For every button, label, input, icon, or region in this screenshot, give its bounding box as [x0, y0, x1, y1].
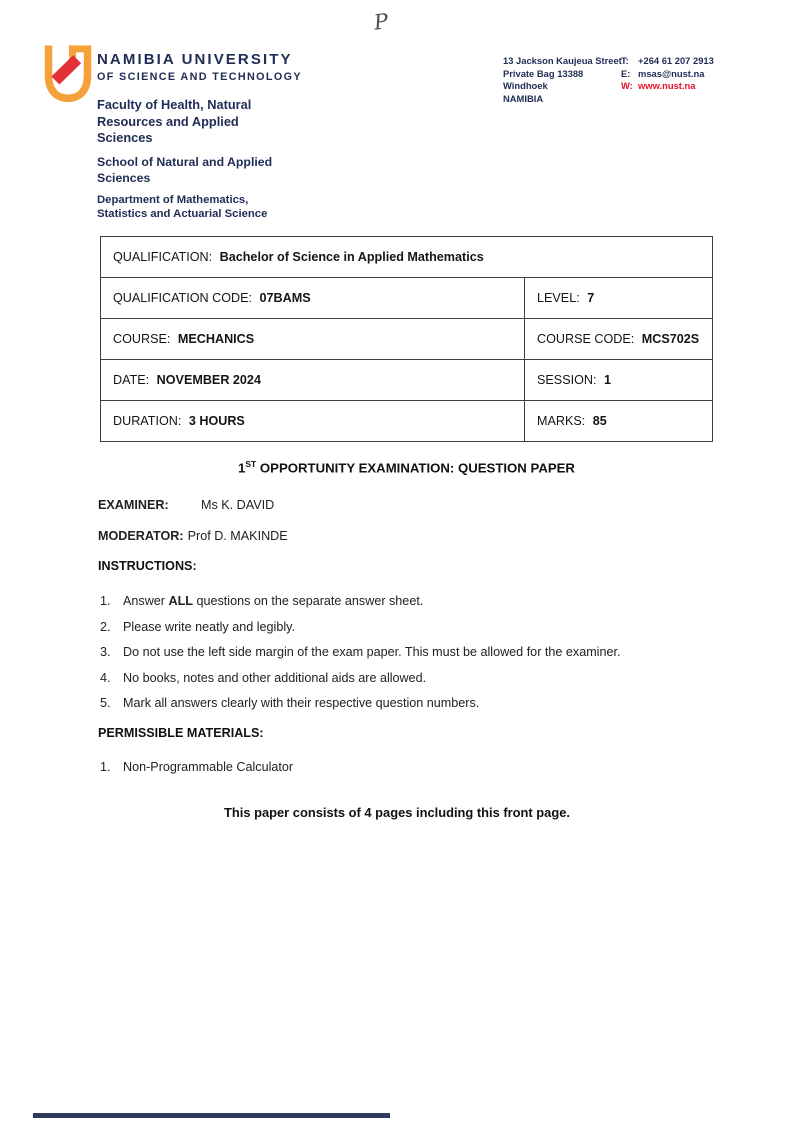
item-number: 5.	[100, 696, 111, 710]
ordinal-suffix: ST	[245, 459, 257, 469]
item-text: Please write neatly and legibly.	[123, 619, 295, 634]
item-number: 4.	[100, 670, 111, 685]
duration-value: 3 HOURS	[188, 414, 245, 428]
item-number: 2.	[100, 619, 111, 634]
course-info-table	[100, 236, 713, 442]
list-item	[100, 694, 680, 714]
qualification-value: Bachelor of Science in Applied Mathematics	[219, 250, 484, 264]
faculty-name: Faculty of Health, Natural Resources and Applied Sciences	[97, 97, 252, 145]
table-row-code-level	[101, 278, 713, 319]
scan-edge-line	[33, 1113, 390, 1118]
item-number: 3.	[100, 645, 111, 659]
table-row-duration-marks	[101, 401, 713, 442]
list-item	[100, 592, 680, 612]
marks-label: MARKS:	[537, 414, 589, 428]
qualification-label: QUALIFICATION:	[113, 250, 216, 264]
page-count-note: This paper consists of 4 pages including this front page.	[224, 805, 570, 820]
qualification-code-value: 07BAMS	[259, 291, 311, 305]
email-address: msas@nust.na	[638, 67, 705, 79]
date-value: NOVEMBER 2024	[156, 373, 261, 387]
address-line: NAMIBIA	[503, 92, 544, 104]
moderator-name: Prof D. MAKINDE	[187, 529, 288, 543]
table-row-date-session	[101, 360, 713, 401]
list-item	[100, 618, 680, 638]
address-line: Windhoek	[503, 80, 548, 91]
list-item	[100, 760, 293, 774]
table-row-course	[101, 319, 713, 360]
item-text: Do not use the left side margin of the exam paper. This must be allowed for the examiner.	[123, 645, 621, 659]
address-line: Private Bag 13388	[503, 67, 584, 79]
date-label: DATE:	[113, 373, 153, 387]
phone-line	[621, 55, 714, 68]
website-line	[621, 80, 714, 93]
instructions-list	[100, 592, 680, 720]
table-row-qualification	[101, 237, 713, 278]
university-subtitle: OF SCIENCE AND TECHNOLOGY	[97, 71, 302, 83]
course-code-value: MCS702S	[641, 332, 700, 346]
contact-block	[621, 55, 714, 93]
phone-label: T:	[621, 55, 629, 66]
item-text: No books, notes and other additional aids are allowed.	[123, 670, 427, 685]
marks-value: 85	[592, 414, 607, 428]
university-wordmark	[97, 51, 302, 83]
level-value: 7	[587, 291, 595, 305]
examiner-line	[98, 498, 274, 512]
level-label: LEVEL:	[537, 291, 584, 305]
item-text: Mark all answers clearly with their respective question numbers.	[123, 696, 480, 710]
permissible-materials-heading: PERMISSIBLE MATERIALS:	[98, 726, 264, 740]
course-code-label: COURSE CODE:	[537, 332, 638, 346]
item-number: 1.	[100, 760, 111, 774]
address-line: 13 Jackson Kaujeua Street	[503, 55, 622, 66]
university-name: NAMIBIA UNIVERSITY	[97, 51, 293, 68]
session-value: 1	[604, 373, 612, 387]
handwritten-mark: P	[372, 9, 390, 35]
course-label: COURSE:	[113, 332, 174, 346]
nust-logo-icon	[39, 42, 97, 104]
exam-title: 1ST OPPORTUNITY EXAMINATION: QUESTION PAPER	[238, 459, 575, 476]
item-number: 1.	[100, 594, 111, 608]
email-label: E:	[621, 67, 631, 79]
website-label: W:	[621, 80, 633, 91]
examiner-name: Ms K. DAVID	[201, 498, 275, 512]
duration-label: DURATION:	[113, 414, 185, 428]
email-line	[621, 68, 714, 81]
phone-number: +264 61 207 2913	[638, 55, 714, 66]
list-item	[100, 669, 680, 689]
address-block	[503, 55, 622, 105]
moderator-line	[98, 529, 288, 543]
examiner-label: EXAMINER:	[98, 498, 169, 512]
list-item	[100, 643, 680, 663]
item-text: Non-Programmable Calculator	[123, 760, 294, 774]
school-name: School of Natural and Applied Sciences	[97, 155, 273, 185]
moderator-label: MODERATOR:	[98, 529, 184, 543]
qualification-code-label: QUALIFICATION CODE:	[113, 291, 256, 305]
website-url: www.nust.na	[638, 80, 696, 91]
instructions-heading: INSTRUCTIONS:	[98, 559, 197, 573]
course-value: MECHANICS	[177, 332, 255, 346]
item-text: Answer ALL questions on the separate answer sheet.	[123, 594, 424, 608]
session-label: SESSION:	[537, 373, 600, 387]
department-name: Department of Mathematics, Statistics and Actuarial Science	[97, 194, 268, 220]
